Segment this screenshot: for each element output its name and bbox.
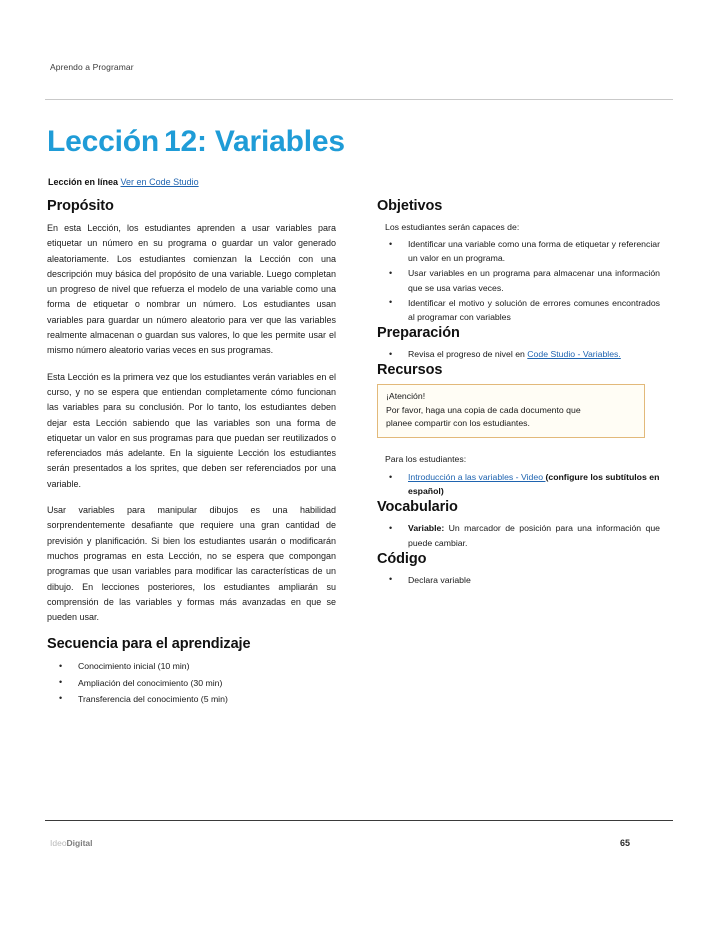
vocabulary-heading: Vocabulario [377,499,458,516]
callout-line-1: Por favor, haga una copia de cada documento que [386,404,581,415]
preparation-heading: Preparación [377,325,460,342]
resources-heading: Recursos [377,362,443,379]
vocabulary-term: Variable: [408,523,445,534]
intro-variables-video-link[interactable]: Introducción a las variables - Video [408,472,546,483]
left-column [47,198,336,708]
online-lesson-line [48,177,199,187]
list-item: • Identificar una variable como una forma de etiquetar y referenciar un valor en un programa. [377,237,660,265]
subtitles-note: (configure los subtítulos en español) [408,472,660,497]
attention-callout [377,384,645,438]
students-resources-list [377,470,660,498]
page-title [47,125,345,159]
callout-title: ¡Atención! [386,391,426,402]
code-studio-link[interactable]: Ver en Code Studio [120,177,199,187]
objectives-intro: Los estudiantes serán capaces de: [385,222,520,232]
online-lesson-label: Lección en línea [48,177,119,187]
logo-bold-part: Digital [66,838,93,848]
objectives-heading: Objetivos [377,198,443,214]
vocabulary-definition: Un marcador de posición para una información que puede cambiar. [408,523,660,548]
purpose-paragraph-2: Esta Lección es la primera vez que los estudiantes verán variables en el curso, y no se espera que entiendan completamente cómo funcionan las variables para su conclusión. Por lo tanto, los estudiantes deben dejar esta Lección sabiendo que las variables son una forma de etiquetar un valor en sus programas para que puedan ser reutilizados o referenciados más adelante. En la siguiente Lección los estudiantes serán presentados a los sprites, que deben ser referenciados por una variable. [47,371,336,489]
list-item [377,347,660,361]
ideodigital-logo [50,838,93,848]
list-item: • Ampliación del conocimiento (30 min) [47,676,336,690]
purpose-heading: Propósito [47,198,114,214]
code-heading: Código [377,550,427,567]
list-item [377,521,660,549]
title-subject: Variables [214,125,345,158]
logo-light-part: Ideo [50,838,67,848]
right-column [377,198,660,588]
list-item: • Usar variables en un programa para almacenar una información que se usa varias veces. [377,266,660,294]
list-item: • Conocimiento inicial (10 min) [47,659,336,673]
purpose-paragraph-1: En esta Lección, los estudiantes aprenden a usar variables para etiquetar un número en su programa o guardar un valor generado aleatoriamente. Los estudiantes comienzan la Lección con una descripción muy básica del propósito de una variable. Luego completan un progreso de nivel que refuerza el modelo de una variable como una forma de etiquetar o nombrar un número. Los estudiantes usan variables para guardar un número aleatorio para ver que las variables realmente almacenan o guardan sus valores, lo que les permite usar el mismo número aleatorio varias veces en sus programas. [47,223,336,356]
code-studio-variables-link[interactable]: Code Studio - Variables. [527,349,621,360]
objectives-list [377,237,660,324]
sequence-list [47,659,336,706]
header-divider [45,99,673,100]
page-number: 65 [620,838,631,848]
list-item: • Transferencia del conocimiento (5 min) [47,692,336,706]
list-item [377,470,660,498]
title-number: 12: [163,125,207,158]
students-resources-intro: Para los estudiantes: [385,454,467,465]
purpose-paragraph-3: Usar variables para manipular dibujos es una habilidad sorprendentemente desafiante que requiere una gran cantidad de previsión y planificación. Si bien los estudiantes usarán o modificarán muchos programas en esta Lección, no se espera que compongan programas que usan variables para modificar las características de un dibujo. En lecciones posteriores, los estudiantes ampliarán su comprensión de las variables y formas más avanzadas en que se pueden usar. [47,505,336,623]
code-list [377,573,660,587]
list-item: • Identificar el motivo y solución de errores comunes encontrados al programar con variables [377,296,660,324]
list-item: • Declara variable [377,573,660,587]
sequence-heading: Secuencia para el aprendizaje [47,636,251,653]
preparation-item-text: Revisa el progreso de nivel en [408,349,528,360]
running-header: Aprendo a Programar [50,62,134,72]
preparation-list [377,347,660,361]
title-prefix: Lección [47,125,159,158]
footer-divider [45,820,673,821]
vocabulary-list [377,521,660,549]
callout-line-2: planee compartir con los estudiantes. [386,417,530,428]
